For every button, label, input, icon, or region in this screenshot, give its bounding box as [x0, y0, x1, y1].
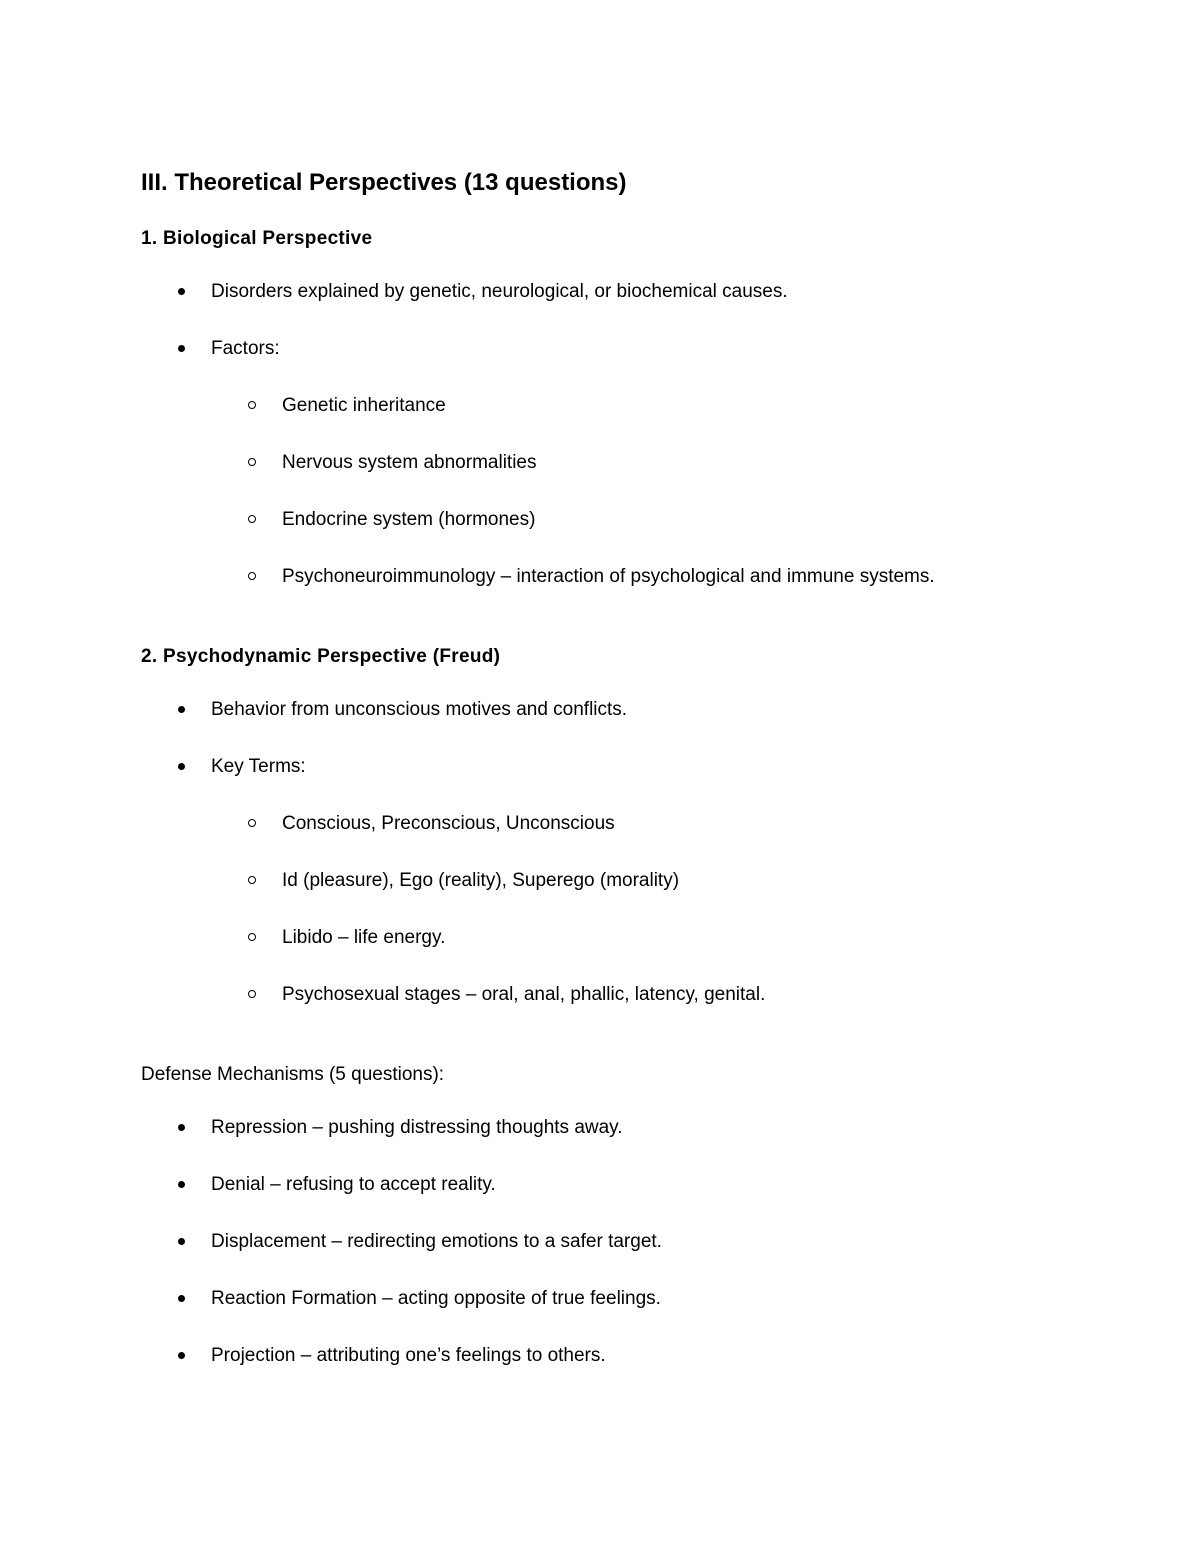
circle-bullet-icon: [248, 819, 256, 827]
list-item: [211, 1287, 661, 1311]
list-item-text: Denial – refusing to accept reality.: [211, 1174, 496, 1195]
list-item: [211, 755, 306, 779]
circle-bullet-icon: [248, 933, 256, 941]
list-item: [211, 280, 788, 304]
list-item-text: Disorders explained by genetic, neurological, or biochemical causes.: [211, 281, 788, 302]
sub-list-item-text: Endocrine system (hormones): [282, 509, 536, 530]
sub-list-item-text: Psychosexual stages – oral, anal, phallic, latency, genital.: [282, 984, 766, 1005]
sub-list-item-text: Id (pleasure), Ego (reality), Superego (morality): [282, 870, 680, 891]
list-item-text: Factors:: [211, 338, 280, 359]
bullet-icon: [178, 1124, 185, 1131]
bullet-icon: [178, 1352, 185, 1359]
sub-list-item: [282, 451, 536, 475]
list-item-text: Repression – pushing distressing thoughts away.: [211, 1117, 623, 1138]
circle-bullet-icon: [248, 458, 256, 466]
list-item-text: Projection – attributing one’s feelings to others.: [211, 1345, 606, 1366]
bullet-icon: [178, 706, 185, 713]
sub-list-item-text: Nervous system abnormalities: [282, 452, 537, 473]
bullet-icon: [178, 763, 185, 770]
page-title: III. Theoretical Perspectives (13 questions): [141, 169, 627, 196]
list-item: [211, 1344, 606, 1368]
sub-list-item: [282, 394, 446, 418]
list-item: [211, 337, 280, 361]
sub-list-item: [282, 926, 445, 950]
defense-mechanisms-heading: Defense Mechanisms (5 questions):: [141, 1064, 445, 1085]
circle-bullet-icon: [248, 990, 256, 998]
sub-list-item-text: Conscious, Preconscious, Unconscious: [282, 813, 615, 834]
list-item: [211, 1230, 662, 1254]
list-item: [211, 1116, 623, 1140]
list-item-text: Behavior from unconscious motives and conflicts.: [211, 699, 628, 720]
bullet-icon: [178, 1238, 185, 1245]
circle-bullet-icon: [248, 572, 256, 580]
list-item-text: Displacement – redirecting emotions to a safer target.: [211, 1231, 662, 1252]
sub-list-item-text: Psychoneuroimmunology – interaction of psychological and immune systems.: [282, 566, 935, 587]
bullet-icon: [178, 1295, 185, 1302]
bullet-icon: [178, 1181, 185, 1188]
sub-list-item-text: Genetic inheritance: [282, 395, 446, 416]
bullet-icon: [178, 345, 185, 352]
sub-list-item: [282, 812, 615, 836]
list-item: [211, 1173, 496, 1197]
section-heading-psychodynamic: 2. Psychodynamic Perspective (Freud): [141, 646, 501, 667]
circle-bullet-icon: [248, 515, 256, 523]
list-item-text: Key Terms:: [211, 756, 306, 777]
sub-list-item-text: Libido – life energy.: [282, 927, 446, 948]
sub-list-item: [282, 869, 679, 893]
bullet-icon: [178, 288, 185, 295]
sub-list-item: [282, 983, 765, 1007]
circle-bullet-icon: [248, 876, 256, 884]
list-item: [211, 698, 627, 722]
sub-list-item: [282, 508, 535, 532]
section-heading-biological: 1. Biological Perspective: [141, 228, 373, 249]
circle-bullet-icon: [248, 401, 256, 409]
sub-list-item: [282, 565, 935, 589]
list-item-text: Reaction Formation – acting opposite of true feelings.: [211, 1288, 661, 1309]
